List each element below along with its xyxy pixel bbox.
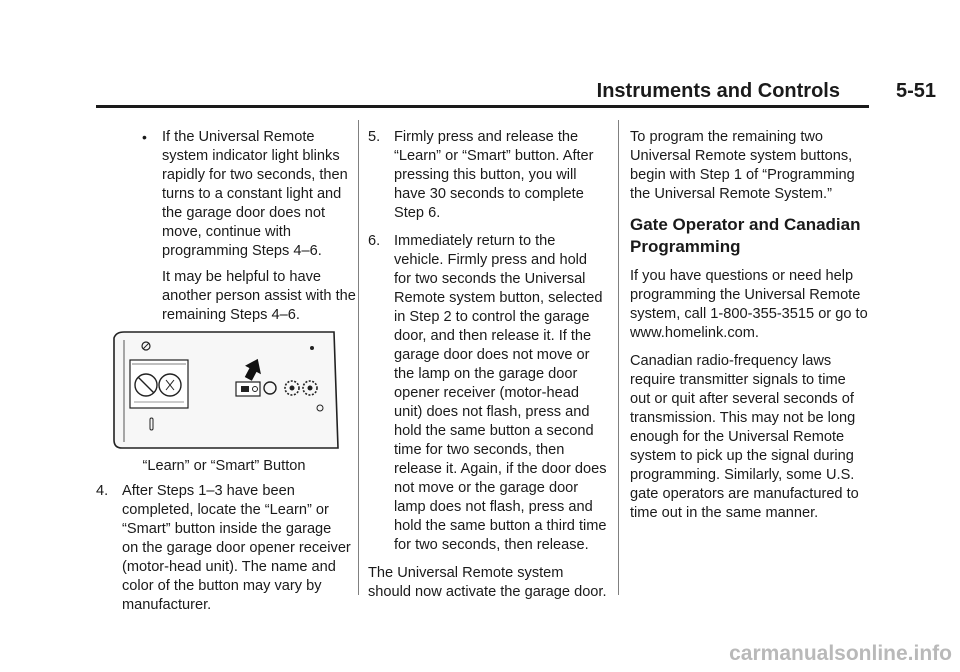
- intro-paragraph: To program the remaining two Universal Remote system buttons, begin with Step 1 of “Programming the Universal Remote System.”: [630, 129, 855, 202]
- activation-paragraph: The Universal Remote system should now activate the garage door.: [368, 565, 607, 600]
- step-6-text: Immediately return to the vehicle. Firmly press and hold for two seconds the Universal Remote system button, selected in Step 2 to control the garage door, and then release it. If the garage door does not move or the lamp on the garage door opener receiver (motor-head unit) does not flash, press and hold the same button a second time for two seconds, then release it. Again, if the door does not move or the garage door lamp does not flash, press and hold the same button a third time for two seconds, then release.: [394, 233, 607, 553]
- bullet-mark: •: [142, 129, 147, 145]
- column-divider-2: [618, 120, 619, 595]
- section-title: Instruments and Controls: [596, 80, 840, 102]
- column-2: [368, 128, 608, 602]
- column-divider-1: [358, 120, 359, 595]
- bullet-item: [96, 128, 358, 261]
- column-3: [630, 128, 870, 523]
- step-4: [96, 482, 351, 615]
- help-paragraph: If you have questions or need help programming the Universal Remote system, call 1-800-355-3515 or go to www.homelink.com.: [630, 268, 868, 341]
- page-number: 5-51: [895, 80, 936, 102]
- step-4-number: 4.: [96, 483, 109, 499]
- figure-caption: “Learn” or “Smart” Button: [142, 458, 306, 474]
- bullet-followup: It may be helpful to have another person assist with the remaining Steps 4–6.: [162, 269, 356, 323]
- learn-button-figure: [112, 330, 340, 450]
- header-rule: [96, 105, 869, 108]
- section-heading: Gate Operator and Canadian Programming: [630, 215, 861, 256]
- step-6-item: [368, 232, 608, 555]
- column-1: [96, 128, 358, 325]
- step-5-item: [368, 128, 608, 223]
- watermark: carmanualsonline.info: [729, 642, 952, 665]
- bullet-text: If the Universal Remote system indicator light blinks rapidly for two seconds, then turns to a constant light and the garage door does not move, continue with programming Steps 4–6.: [162, 129, 348, 259]
- step-4-item: [96, 482, 351, 615]
- step-5-number: 5.: [368, 129, 381, 145]
- step-4-text: After Steps 1–3 have been completed, locate the “Learn” or “Smart” button inside the garage on the garage door opener receiver (motor-head unit). The name and color of the button may vary by manufacturer.: [122, 483, 351, 613]
- step-5-text: Firmly press and release the “Learn” or “Smart” button. After pressing this button, you will have 30 seconds to complete Step 6.: [394, 129, 594, 221]
- canadian-laws-paragraph: Canadian radio-frequency laws require transmitter signals to time out or quit after several seconds of transmission. This may not be long enough for the Universal Remote system to pick up the signal during programming. Similarly, some U.S. gate operators are manufactured to time out in the same manner.: [630, 353, 859, 521]
- step-6-number: 6.: [368, 233, 381, 249]
